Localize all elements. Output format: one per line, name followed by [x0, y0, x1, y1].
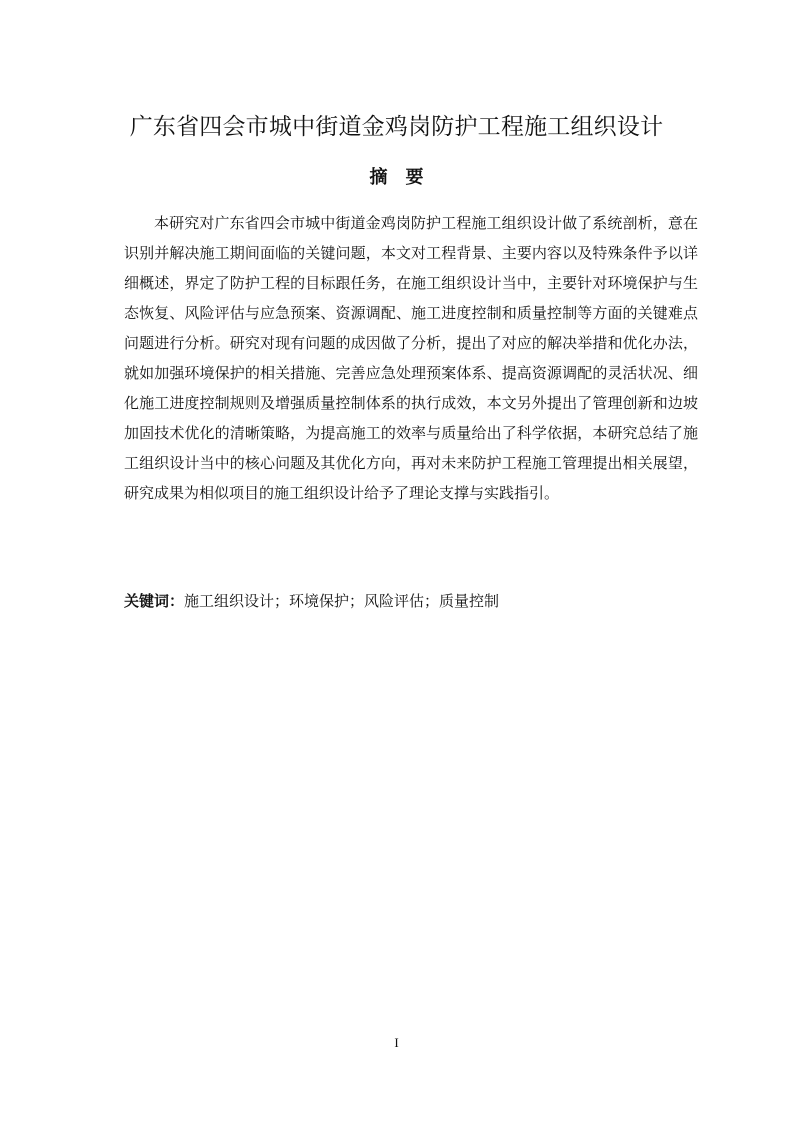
keywords-line — [124, 589, 698, 613]
document-title: 广东省四会市城中街道金鸡岗防护工程施工组织设计 — [129, 114, 664, 140]
keywords-text: 施工组织设计；环境保护；风险评估；质量控制 — [184, 592, 500, 610]
keywords-label: 关键词： — [124, 592, 185, 610]
page-number: I — [394, 1035, 399, 1050]
abstract-body: 本研究对广东省四会市城中街道金鸡岗防护工程施工组织设计做了系统剖析，意在识别并解决施工期间面临的关键问题，本文对工程背景、主要内容以及特殊条件予以详细概述，界定了防护工程的目标跟任务，在施工组织设计当中，主要针对环境保护与生态恢复、风险评估与应急预案、资源调配、施工进度控制和质量控制等方面的关键难点问题进行分析。研究对现有问题的成因做了分析，提出了对应的解决举措和优化办法，就如加强环境保护的相关措施、完善应急处理预案体系、提高资源调配的灵活状况、细化施工进度控制规则及增强质量控制体系的执行成效，本文另外提出了管理创新和边坡加固技术优化的清晰策略，为提高施工的效率与质量给出了科学依据，本研究总结了施工组织设计当中的核心问题及其优化方向，再对未来防护工程施工管理提出相关展望，研究成果为相似项目的施工组织设计给予了理论支撑与实践指引。 — [124, 214, 698, 502]
abstract-heading: 摘 要 — [369, 167, 424, 188]
